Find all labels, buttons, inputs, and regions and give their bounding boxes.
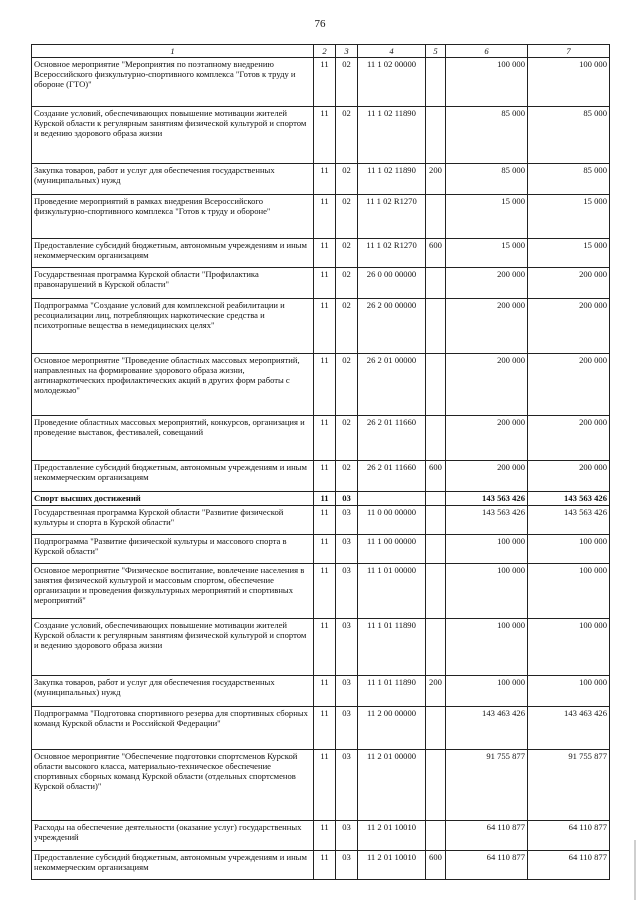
- cell-rz: 11: [314, 707, 336, 750]
- table-row: [32, 299, 610, 354]
- cell-rz: 11: [314, 299, 336, 354]
- cell-csr: 11 1 02 00000: [358, 58, 426, 107]
- cell-v6: 143 463 426: [446, 707, 528, 750]
- cell-pr: 03: [336, 676, 358, 707]
- cell-vr: 200: [426, 164, 446, 195]
- cell-v6: 143 563 426: [446, 492, 528, 506]
- column-header: 6: [446, 45, 528, 58]
- cell-csr: 11 2 01 00000: [358, 750, 426, 821]
- cell-vr: [426, 354, 446, 416]
- cell-pr: 02: [336, 107, 358, 164]
- cell-csr: 11 2 00 00000: [358, 707, 426, 750]
- cell-v7: 15 000: [528, 195, 610, 239]
- cell-csr: 26 0 00 00000: [358, 268, 426, 299]
- cell-v7: 143 463 426: [528, 707, 610, 750]
- cell-v6: 100 000: [446, 564, 528, 619]
- cell-v7: 200 000: [528, 354, 610, 416]
- budget-table: [31, 44, 610, 880]
- table-row: [32, 461, 610, 492]
- cell-pr: 03: [336, 821, 358, 851]
- cell-name: Основное мероприятие "Обеспечение подготовки спортсменов Курской области высокого класса, материально-техническое обеспечение спортивных сборных команд Курской области (отдельных спортсменов Курской области)": [32, 750, 314, 821]
- cell-pr: 03: [336, 564, 358, 619]
- table-row: [32, 750, 610, 821]
- cell-vr: [426, 707, 446, 750]
- cell-rz: 11: [314, 851, 336, 880]
- cell-v7: 64 110 877: [528, 821, 610, 851]
- cell-rz: 11: [314, 535, 336, 564]
- cell-csr: 11 1 02 11890: [358, 107, 426, 164]
- cell-csr: 11 2 01 10010: [358, 851, 426, 880]
- cell-pr: 03: [336, 619, 358, 676]
- cell-v7: 100 000: [528, 676, 610, 707]
- cell-v6: 200 000: [446, 299, 528, 354]
- cell-csr: 26 2 00 00000: [358, 299, 426, 354]
- cell-pr: 03: [336, 535, 358, 564]
- cell-name: Основное мероприятие "Мероприятия по поэтапному внедрению Всероссийского физкультурно-спортивного комплекса "Готов к труду и обороне (ГТО)": [32, 58, 314, 107]
- cell-name: Подпрограмма "Создание условий для комплексной реабилитации и ресоциализации лиц, потребляющих наркотические средства и психотропные вещества в немедицинских целях": [32, 299, 314, 354]
- cell-vr: [426, 492, 446, 506]
- column-header: 2: [314, 45, 336, 58]
- cell-vr: [426, 821, 446, 851]
- cell-v7: 100 000: [528, 535, 610, 564]
- cell-v6: 100 000: [446, 58, 528, 107]
- cell-name: Государственная программа Курской области "Развитие физической культуры и спорта в Курской области": [32, 506, 314, 535]
- table-row: [32, 676, 610, 707]
- cell-pr: 02: [336, 239, 358, 268]
- table-row: [32, 619, 610, 676]
- cell-csr: 11 1 02 R1270: [358, 239, 426, 268]
- column-header: 5: [426, 45, 446, 58]
- cell-pr: 02: [336, 195, 358, 239]
- cell-csr: 11 2 01 10010: [358, 821, 426, 851]
- table-row: [32, 492, 610, 506]
- cell-name: Подпрограмма "Развитие физической культуры и массового спорта в Курской области": [32, 535, 314, 564]
- cell-vr: [426, 268, 446, 299]
- cell-vr: 600: [426, 239, 446, 268]
- cell-v6: 64 110 877: [446, 821, 528, 851]
- cell-name: Спорт высших достижений: [32, 492, 314, 506]
- cell-rz: 11: [314, 821, 336, 851]
- cell-vr: [426, 619, 446, 676]
- cell-rz: 11: [314, 239, 336, 268]
- cell-v7: 85 000: [528, 164, 610, 195]
- cell-pr: 03: [336, 707, 358, 750]
- cell-rz: 11: [314, 492, 336, 506]
- cell-v7: 200 000: [528, 299, 610, 354]
- cell-pr: 02: [336, 299, 358, 354]
- cell-v6: 143 563 426: [446, 506, 528, 535]
- cell-csr: 11 1 02 R1270: [358, 195, 426, 239]
- cell-v7: 200 000: [528, 461, 610, 492]
- cell-pr: 03: [336, 506, 358, 535]
- cell-v6: 200 000: [446, 268, 528, 299]
- cell-csr: 11 0 00 00000: [358, 506, 426, 535]
- column-header: 4: [358, 45, 426, 58]
- table-row: [32, 564, 610, 619]
- table-row: [32, 535, 610, 564]
- cell-vr: [426, 58, 446, 107]
- cell-name: Закупка товаров, работ и услуг для обеспечения государственных (муниципальных) нужд: [32, 676, 314, 707]
- cell-v7: 91 755 877: [528, 750, 610, 821]
- cell-name: Предоставление субсидий бюджетным, автономным учреждениям и иным некоммерческим организациям: [32, 851, 314, 880]
- cell-pr: 02: [336, 354, 358, 416]
- cell-rz: 11: [314, 164, 336, 195]
- cell-pr: 02: [336, 461, 358, 492]
- cell-v7: 143 563 426: [528, 506, 610, 535]
- cell-csr: 11 1 02 11890: [358, 164, 426, 195]
- cell-v6: 200 000: [446, 416, 528, 461]
- cell-v6: 85 000: [446, 107, 528, 164]
- cell-v6: 100 000: [446, 535, 528, 564]
- cell-rz: 11: [314, 619, 336, 676]
- cell-rz: 11: [314, 58, 336, 107]
- cell-vr: [426, 535, 446, 564]
- cell-v7: 100 000: [528, 619, 610, 676]
- table-row: [32, 851, 610, 880]
- cell-csr: 26 2 01 00000: [358, 354, 426, 416]
- cell-vr: 600: [426, 851, 446, 880]
- cell-v6: 100 000: [446, 676, 528, 707]
- cell-rz: 11: [314, 750, 336, 821]
- cell-rz: 11: [314, 676, 336, 707]
- cell-name: Проведение мероприятий в рамках внедрения Всероссийского физкультурно-спортивного комплекса "Готов к труду и обороне": [32, 195, 314, 239]
- cell-rz: 11: [314, 268, 336, 299]
- cell-v6: 200 000: [446, 461, 528, 492]
- column-header: 3: [336, 45, 358, 58]
- cell-rz: 11: [314, 564, 336, 619]
- cell-rz: 11: [314, 461, 336, 492]
- cell-rz: 11: [314, 195, 336, 239]
- cell-v7: 100 000: [528, 564, 610, 619]
- cell-rz: 11: [314, 506, 336, 535]
- cell-pr: 03: [336, 851, 358, 880]
- cell-v7: 100 000: [528, 58, 610, 107]
- cell-rz: 11: [314, 416, 336, 461]
- cell-rz: 11: [314, 107, 336, 164]
- cell-csr: 11 1 01 11890: [358, 619, 426, 676]
- cell-csr: 11 1 01 00000: [358, 564, 426, 619]
- cell-name: Создание условий, обеспечивающих повышение мотивации жителей Курской области к регулярным занятиям физической культурой и спортом и ведению здорового образа жизни: [32, 619, 314, 676]
- cell-v6: 15 000: [446, 239, 528, 268]
- table-row: [32, 707, 610, 750]
- table-row: [32, 506, 610, 535]
- cell-v7: 85 000: [528, 107, 610, 164]
- cell-v6: 100 000: [446, 619, 528, 676]
- cell-pr: 02: [336, 416, 358, 461]
- table-row: [32, 268, 610, 299]
- cell-name: Подпрограмма "Подготовка спортивного резерва для спортивных сборных команд Курской области и Российской Федерации": [32, 707, 314, 750]
- table-row: [32, 195, 610, 239]
- cell-pr: 03: [336, 492, 358, 506]
- cell-vr: [426, 750, 446, 821]
- column-header: 1: [32, 45, 314, 58]
- cell-v7: 200 000: [528, 416, 610, 461]
- cell-v6: 15 000: [446, 195, 528, 239]
- cell-name: Предоставление субсидий бюджетным, автономным учреждениям и иным некоммерческим организациям: [32, 461, 314, 492]
- table-row: [32, 821, 610, 851]
- column-number-row: [32, 45, 610, 58]
- cell-vr: [426, 107, 446, 164]
- cell-name: Проведение областных массовых мероприятий, конкурсов, организация и проведение выставок, фестивалей, совещаний: [32, 416, 314, 461]
- cell-rz: 11: [314, 354, 336, 416]
- table-row: [32, 354, 610, 416]
- cell-v7: 143 563 426: [528, 492, 610, 506]
- cell-csr: 11 1 00 00000: [358, 535, 426, 564]
- cell-vr: [426, 416, 446, 461]
- column-header: 7: [528, 45, 610, 58]
- cell-pr: 02: [336, 164, 358, 195]
- table-row: [32, 107, 610, 164]
- cell-vr: [426, 506, 446, 535]
- cell-v6: 85 000: [446, 164, 528, 195]
- cell-vr: 200: [426, 676, 446, 707]
- cell-pr: 03: [336, 750, 358, 821]
- cell-pr: 02: [336, 58, 358, 107]
- cell-name: Государственная программа Курской области "Профилактика правонарушений в Курской области": [32, 268, 314, 299]
- table-row: [32, 164, 610, 195]
- cell-pr: 02: [336, 268, 358, 299]
- cell-csr: 26 2 01 11660: [358, 416, 426, 461]
- table-row: [32, 58, 610, 107]
- cell-name: Основное мероприятие "Проведение областных массовых мероприятий, направленных на формирование здорового образа жизни, антинаркотических профилактических акций в других форм работы с молодежью": [32, 354, 314, 416]
- cell-csr: 26 2 01 11660: [358, 461, 426, 492]
- cell-name: Закупка товаров, работ и услуг для обеспечения государственных (муниципальных) нужд: [32, 164, 314, 195]
- cell-vr: 600: [426, 461, 446, 492]
- cell-vr: [426, 195, 446, 239]
- cell-name: Создание условий, обеспечивающих повышение мотивации жителей Курской области к регулярным занятиям физической культурой и спортом и ведению здорового образа жизни: [32, 107, 314, 164]
- cell-name: Предоставление субсидий бюджетным, автономным учреждениям и иным некоммерческим организациям: [32, 239, 314, 268]
- cell-vr: [426, 564, 446, 619]
- cell-v6: 200 000: [446, 354, 528, 416]
- cell-v6: 64 110 877: [446, 851, 528, 880]
- cell-name: Основное мероприятие "Физическое воспитание, вовлечение населения в занятия физической культурой и массовым спортом, обеспечение организации и проведения физкультурных мероприятий и спортивных мероприятий": [32, 564, 314, 619]
- cell-vr: [426, 299, 446, 354]
- cell-v7: 200 000: [528, 268, 610, 299]
- table-row: [32, 239, 610, 268]
- cell-csr: [358, 492, 426, 506]
- table-row: [32, 416, 610, 461]
- page-number: 76: [314, 18, 326, 30]
- cell-v7: 15 000: [528, 239, 610, 268]
- cell-name: Расходы на обеспечение деятельности (оказание услуг) государственных учреждений: [32, 821, 314, 851]
- cell-csr: 11 1 01 11890: [358, 676, 426, 707]
- scan-edge-mark: [634, 840, 636, 900]
- cell-v7: 64 110 877: [528, 851, 610, 880]
- cell-v6: 91 755 877: [446, 750, 528, 821]
